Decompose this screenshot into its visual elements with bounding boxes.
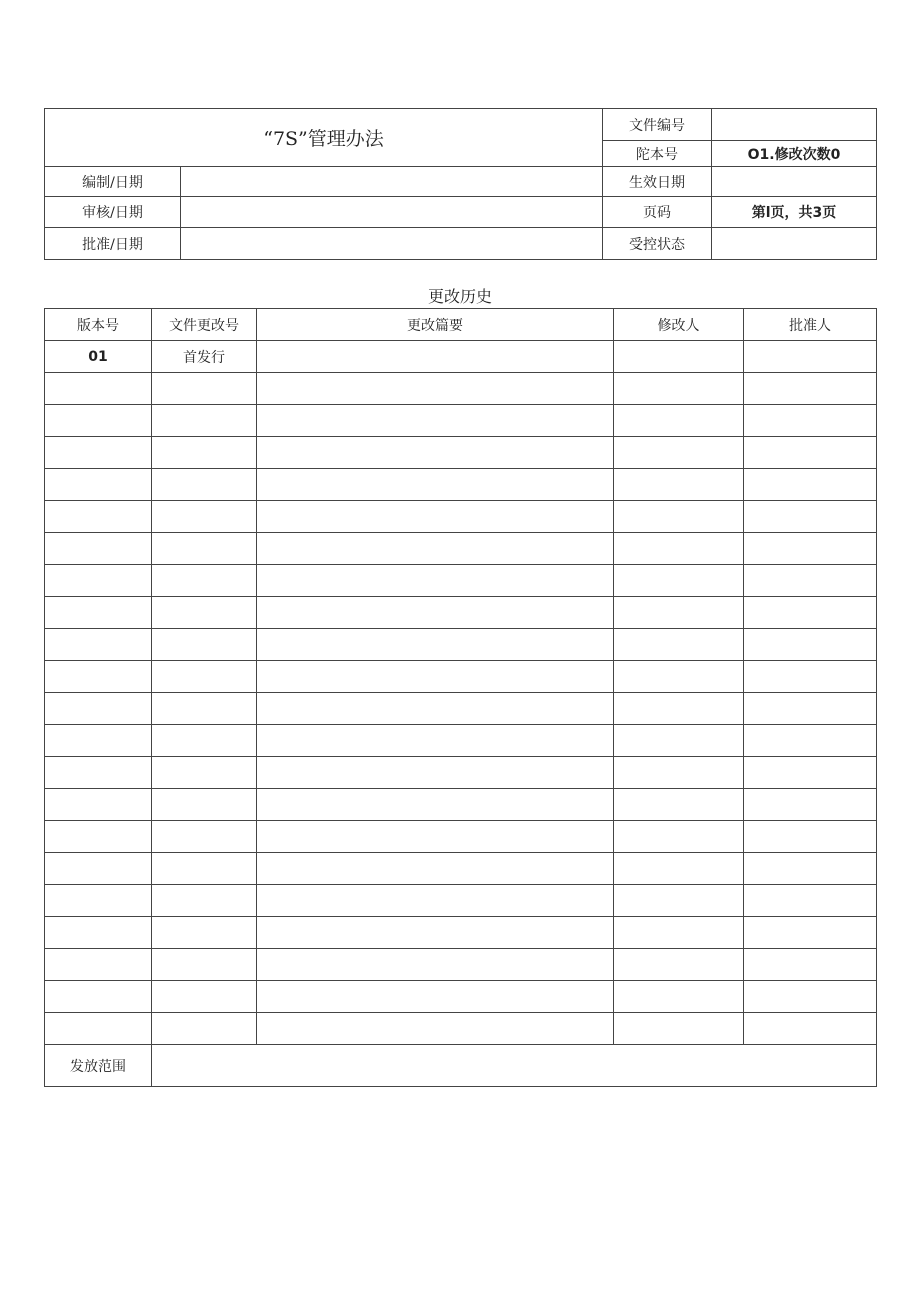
change-no-cell [152,661,257,693]
approver-cell [744,725,877,757]
prepared-label: 编制/日期 [45,167,181,197]
modifier-cell [614,469,744,501]
modifier-cell [614,917,744,949]
approver-cell [744,597,877,629]
approver-cell [744,949,877,981]
approver-cell [744,405,877,437]
summary-cell [257,821,614,853]
approver-cell [744,437,877,469]
version-cell [45,373,152,405]
version-cell [45,469,152,501]
summary-cell [257,981,614,1013]
table-row [45,821,877,853]
effective-date-label: 生效日期 [603,167,712,197]
summary-cell [257,373,614,405]
distribution-row [45,1045,877,1087]
approver-cell [744,341,877,373]
summary-cell [257,757,614,789]
effective-date-value [712,167,877,197]
version-cell [45,437,152,469]
modifier-cell [614,373,744,405]
column-header-change-no: 文件更改号 [152,309,257,341]
table-row [45,789,877,821]
modifier-cell [614,1013,744,1045]
change-history-table [44,308,877,1087]
summary-cell [257,501,614,533]
column-header-approver: 批准人 [744,309,877,341]
reviewed-label: 审核/日期 [45,197,181,228]
summary-cell [257,1013,614,1045]
summary-cell [257,405,614,437]
change-no-cell [152,981,257,1013]
approver-cell [744,917,877,949]
table-row [45,853,877,885]
approver-cell [744,469,877,501]
modifier-cell [614,725,744,757]
version-cell [45,565,152,597]
table-row [45,1013,877,1045]
change-no-cell [152,597,257,629]
change-no-cell [152,757,257,789]
version-cell [45,757,152,789]
modifier-cell [614,661,744,693]
summary-cell [257,789,614,821]
summary-cell [257,949,614,981]
summary-cell [257,661,614,693]
modifier-cell [614,981,744,1013]
prepared-value [181,167,603,197]
table-row [45,917,877,949]
approver-cell [744,789,877,821]
change-no-cell [152,693,257,725]
change-no-cell [152,373,257,405]
summary-cell [257,437,614,469]
modifier-cell [614,341,744,373]
change-no-cell [152,853,257,885]
summary-cell [257,469,614,501]
table-row [45,533,877,565]
document-title: “7S”管理办法 [45,109,603,167]
control-status-label: 受控状态 [603,228,712,260]
version-cell [45,853,152,885]
column-header-summary: 更改篇要 [257,309,614,341]
summary-cell [257,693,614,725]
modifier-cell [614,949,744,981]
change-no-cell [152,405,257,437]
history-header-row [45,309,877,341]
reviewed-value [181,197,603,228]
modifier-cell [614,885,744,917]
column-header-modifier: 修改人 [614,309,744,341]
summary-cell [257,341,614,373]
approver-cell [744,885,877,917]
approver-cell [744,373,877,405]
modifier-cell [614,757,744,789]
modifier-cell [614,565,744,597]
table-row [45,341,877,373]
table-row [45,629,877,661]
modifier-cell [614,597,744,629]
summary-cell [257,629,614,661]
doc-no-label: 文件编号 [603,109,712,141]
change-no-cell [152,917,257,949]
version-cell [45,629,152,661]
version-cell [45,597,152,629]
table-row [45,501,877,533]
version-cell [45,981,152,1013]
approver-cell [744,661,877,693]
approver-cell [744,565,877,597]
modifier-cell [614,821,744,853]
distribution-value [152,1045,877,1087]
modifier-cell [614,437,744,469]
change-no-cell [152,821,257,853]
change-no-cell [152,533,257,565]
summary-cell [257,533,614,565]
version-cell [45,405,152,437]
modifier-cell [614,533,744,565]
change-no-cell [152,565,257,597]
table-row [45,885,877,917]
version-cell [45,725,152,757]
change-no-cell [152,437,257,469]
change-no-cell [152,501,257,533]
table-row [45,693,877,725]
modifier-cell [614,693,744,725]
table-row [45,565,877,597]
table-row [45,949,877,981]
approver-cell [744,1013,877,1045]
column-header-version: 版本号 [45,309,152,341]
change-no-cell [152,629,257,661]
modifier-cell [614,501,744,533]
table-row [45,597,877,629]
change-no-cell [152,885,257,917]
summary-cell [257,885,614,917]
version-cell [45,949,152,981]
modifier-cell [614,853,744,885]
approved-label: 批准/日期 [45,228,181,260]
table-row [45,469,877,501]
summary-cell [257,853,614,885]
version-cell [45,917,152,949]
table-row [45,725,877,757]
modifier-cell [614,405,744,437]
table-row [45,405,877,437]
change-no-cell: 首发行 [152,341,257,373]
version-label: 陀本号 [603,141,712,167]
version-cell [45,533,152,565]
summary-cell [257,917,614,949]
distribution-label: 发放范围 [45,1045,152,1087]
modifier-cell [614,789,744,821]
approved-value [181,228,603,260]
change-no-cell [152,725,257,757]
change-no-cell [152,1013,257,1045]
control-status-value [712,228,877,260]
table-row [45,981,877,1013]
version-cell [45,501,152,533]
document-header-table [44,108,877,260]
approver-cell [744,853,877,885]
table-row [45,437,877,469]
approver-cell [744,981,877,1013]
version-value: O1.修改次数0 [712,141,877,167]
table-row [45,661,877,693]
approver-cell [744,821,877,853]
summary-cell [257,725,614,757]
page-label: 页码 [603,197,712,228]
version-cell [45,821,152,853]
approver-cell [744,533,877,565]
approver-cell [744,757,877,789]
modifier-cell [614,629,744,661]
change-no-cell [152,789,257,821]
page-value: 第l页，共3页 [712,197,877,228]
version-cell [45,661,152,693]
version-cell [45,789,152,821]
approver-cell [744,693,877,725]
summary-cell [257,597,614,629]
table-row [45,373,877,405]
version-cell [45,693,152,725]
change-no-cell [152,469,257,501]
approver-cell [744,501,877,533]
summary-cell [257,565,614,597]
table-row [45,757,877,789]
version-cell [45,885,152,917]
doc-no-value [712,109,877,141]
version-cell: 01 [45,341,152,373]
version-cell [45,1013,152,1045]
approver-cell [744,629,877,661]
change-history-title: 更改历史 [427,287,492,306]
change-no-cell [152,949,257,981]
